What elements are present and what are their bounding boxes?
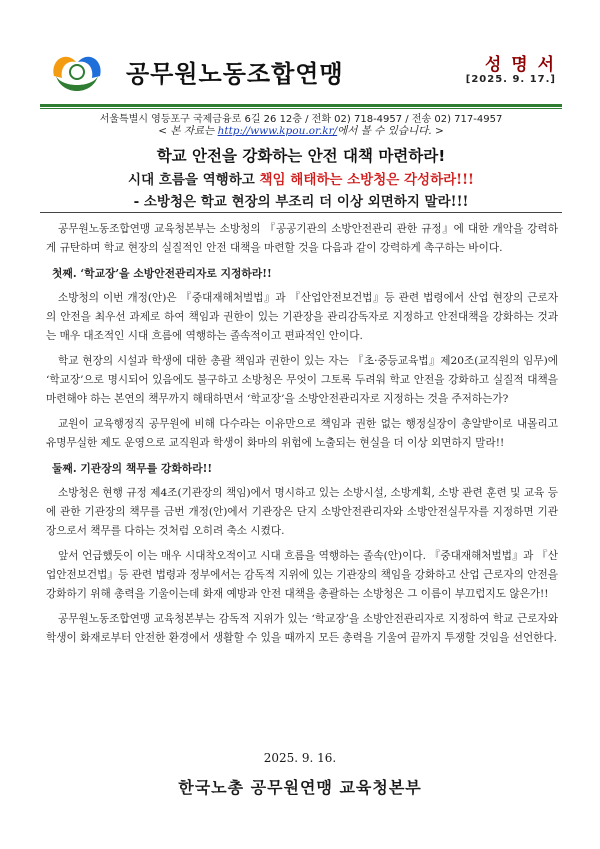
website-link[interactable]: http://www.kpou.or.kr/	[217, 125, 338, 137]
statement-date: [2025. 9. 17.]	[465, 74, 556, 85]
paragraph-2: 소방청의 이번 개정(안)은 『중대재해처벌법』과 『산업안전보건법』등 관련 법령에서 산업 현장의 근로자의 안전을 최우선 과제로 하여 책임과 권한이 있는 기관장을 관리감독자로 지정하고 안전대책을 강화하는 것과는 매우 대조적인 시대 흐름에 역행하는 졸속적이고 편파적인 안이다.	[46, 292, 558, 342]
header-rule-thin	[40, 108, 562, 109]
header-rule-thick	[40, 104, 562, 107]
paragraph-4: 교원이 교육행정직 공무원에 비해 다수라는 이유만으로 책임과 권한 없는 행정실장이 총알받이로 내몰리고 유명무실한 제도 운영으로 교직원과 학생이 화마의 위험에 노출되는 현실을 더 이상 외면하지 말라!!	[46, 418, 558, 449]
union-logo-icon	[48, 46, 106, 98]
main-title: 학교 안전을 강화하는 안전 대책 마련하라!	[156, 147, 446, 165]
notice-line	[40, 123, 562, 138]
notice-suffix: 에서 볼 수 있습니다. >	[337, 125, 444, 137]
subtitle-1	[40, 168, 562, 188]
issue-date: 2025. 9. 16.	[263, 751, 337, 765]
paragraph-3: 학교 현장의 시설과 학생에 대한 총괄 책임과 권한이 있는 자는 『초·중등교육법』제20조(교직원의 임무)에 ‘학교장’으로 명시되어 있음에도 불구하고 소방청은 무엇이 그토록 두려워 학교 안전을 강화하고 실질적 대책을 마련해야 하는 본연의 책무까지 해태하면서 ‘학교장’을 소방안전관리자로 지정하는 것을 주저하는가?	[46, 355, 558, 405]
statement-body	[46, 220, 558, 654]
paragraph-intro: 공무원노동조합연맹 교육청본부는 소방청의 『공공기관의 소방안전관리 관한 규정』에 대한 개악을 강력하게 규탄하며 학교 현장의 실질적인 안전 대책을 마련할 것을 다음과 같이 강력하게 촉구하는 바이다.	[46, 223, 558, 254]
subtitle-2: - 소방청은 학교 현장의 부조리 더 이상 외면하지 말라!!!	[133, 194, 469, 210]
notice-prefix: < 본 자료는	[158, 125, 218, 137]
paragraph-7: 공무원노동조합연맹 교육청본부는 감독적 지위가 있는 ‘학교장’을 소방안전관리자로 지정하여 학교 근로자와 학생이 화재로부터 안전한 환경에서 생활할 수 있을 때까지 모든 총력을 기울여 끝까지 투쟁할 것임을 선언한다.	[46, 613, 558, 644]
org-name: 공무원노동조합연맹	[126, 60, 344, 88]
paragraph-5: 소방청은 현행 규정 제4조(기관장의 책임)에서 명시하고 있는 소방시설, 소방계획, 소방 관련 훈련 및 교육 등에 관한 기관장의 책무를 금번 개정(안)에서 기관장은 단지 소방안전관리자와 소방안전실무자를 지정하면 기관장으로서 책무를 다하는 것처럼 오히려 축소 시켰다.	[46, 487, 558, 537]
paragraph-6: 앞서 언급했듯이 이는 매우 시대착오적이고 시대 흐름을 역행하는 졸속(안)이다. 『중대재해처벌법』과 『산업안전보건법』등 관련 법령과 정부에서는 감독적 지위에 있는 기관장의 책임을 강화하고 산업 근로자의 안전을 강화하기 위해 총력을 기울이는데 화재 예방과 안전 대책을 총괄하는 소방청은 그 이름이 부끄럽지도 않은가!!	[46, 550, 558, 600]
contact-info: 서울특별시 영등포구 국제금융로 6길 26 12층 / 전화 02) 718-4957 / 전송 02) 717-4957	[99, 114, 503, 125]
section-heading-2: 둘째. 기관장의 책무를 강화하라!!	[52, 462, 213, 475]
statement-title: 성 명 서	[484, 55, 556, 75]
signature: 한국노총 공무원연맹 교육청본부	[178, 778, 422, 797]
subtitle-1-highlight: 책임 해태하는 소방청은 각성하라!!!	[259, 172, 474, 188]
subtitle-1-text: 시대 흐름을 역행하고	[128, 172, 260, 188]
section-heading-1: 첫째. ‘학교장’을 소방안전관리자로 지정하라!!	[52, 267, 272, 280]
letterhead	[40, 42, 562, 104]
content-divider	[40, 212, 562, 213]
